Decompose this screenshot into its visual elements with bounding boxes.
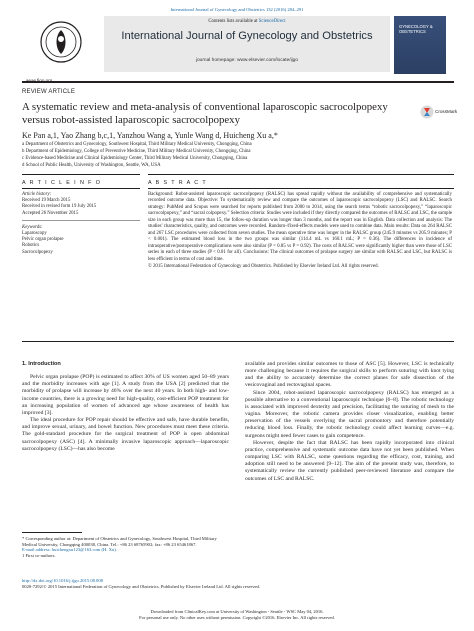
journal-title: International Journal of Gynecology and Obstetrics xyxy=(121,30,373,42)
contents-line xyxy=(104,19,390,24)
history-accepted: Accepted 26 November 2015 xyxy=(22,210,79,216)
crossmark-badge[interactable] xyxy=(420,104,460,120)
footnote-coauthors: 1 First co-authors. xyxy=(22,552,56,558)
abstract-body xyxy=(148,192,452,270)
affiliation-d: d School of Public Health, University of Washington, Seattle, WA, USA xyxy=(22,163,161,168)
affiliation-c: c Evidence-based Medicine and Clinical Epidemiology Center, Third Military Medical University, Chongqing, China xyxy=(22,156,248,161)
article-type: REVIEW ARTICLE xyxy=(22,89,76,95)
footnote-rule xyxy=(22,532,82,533)
history-label: Article history: xyxy=(22,192,52,197)
paragraph: Pelvic organ prolapse (POP) is estimated to affect 30% of US women aged 50–89 years and the morbidity increases with age [1]. A study from the USA [2] predicted that the morbidity of prolapse will increase by 46% over the next 40 years. In both high- and low-income countries, there is a growing need for high-quality, cost-efficient POP treatment for an increasing population of women of advanced age whose awareness of health has improved [3]. xyxy=(22,374,229,416)
doi-block xyxy=(22,578,454,590)
footnotes xyxy=(22,536,229,558)
article-title: A systematic review and meta-analysis of conventional laparoscopic sacrocolpopexy versus robot-assisted laparoscopic sacrocolpopexy xyxy=(22,101,388,126)
figo-logo-icon xyxy=(22,16,100,72)
journal-banner xyxy=(104,16,390,72)
history-received: Received 19 March 2015 xyxy=(22,198,71,204)
keyword: Robotics xyxy=(22,243,40,249)
issn-line: 0020-7292/© 2015 International Federation of Gynecology and Obstetrics. Published by Elsevier Ireland Ltd. All rights reserved. xyxy=(22,583,260,589)
keyword: Pelvic organ prolapse xyxy=(22,237,64,243)
info-separator xyxy=(22,217,140,221)
abstract-bottom-rule xyxy=(22,341,454,342)
paragraph: The ideal procedure for POP repair should be effective and safe, have durable benefits, and improve sexual, urinary, and bowel function. New procedures must meet these criteria. The gold-standard procedure for the surgical treatment of POP is open abdominal sacrocolpopexy (ASC) [4]. A minimally invasive laparoscopic approach—laparoscopic sacrocolpopexy (LSC)—has also become xyxy=(22,417,229,452)
footnote-email[interactable]: E-mail address: huichengxu123@163.com (H. Xu). xyxy=(22,547,117,553)
keywords-label: Keywords: xyxy=(22,224,43,230)
download-line-2: For personal use only. No other uses without permission. Copyright ©2016. Elsevier Inc. All rights reserved. xyxy=(139,615,335,620)
crossmark-label: CrossMark xyxy=(435,109,458,114)
affiliation-b: b Department of Epidemiology, College of Preventive Medicine, Third Military Medical University, Chongqing, China xyxy=(22,149,251,154)
footnote-corresponding: * Corresponding author at: Department of Obstetrics and Gynecology, Southwest Hospital, Third Military Medical University, Chongqing 400038, China. Tel.: +86 23 68765902; fax: +86 23 65461867. xyxy=(22,536,217,547)
cover-title: GYNECOLOGY & OBSTETRICS xyxy=(399,24,433,34)
author-list: Ke Pan a,1, Yao Zhang b,c,1, Yanzhou Wang a, Yunle Wang d, Huicheng Xu a,* xyxy=(22,131,278,140)
header-divider xyxy=(22,81,454,83)
info-sub-rule xyxy=(22,188,140,189)
download-line-1: Downloaded from ClinicalKey.com at University of Washington - Seattle - WSC May 04, 2016. xyxy=(150,609,324,614)
keyword: Laparoscopy xyxy=(22,231,47,237)
abstract-sub-rule xyxy=(148,188,454,189)
keyword: Sacrocolpopexy xyxy=(22,249,53,255)
journal-homepage[interactable]: journal homepage: www.elsevier.com/locate/ijgo xyxy=(195,58,299,63)
journal-header xyxy=(22,16,454,76)
paragraph: Since 2004, robot-assisted laparoscopic sacrocolpopexy (RALSC) has emerged as a possible alternative to a conventional laparoscopic technique [6–8]. The robotic technology is associated with improved dexterity and precision, facilitating the suturing of mesh to the vagina. Moreover, the robotic camera provides closer visualization, enabling better preservation of the vessels overlying the sacral promontory and therefore potentially reducing blood loss. Finally, the robotic technology could affect learning curves—e.g. surgeons might need fewer cases to gain competence. xyxy=(245,389,454,439)
journal-citation: International Journal of Gynecology and Obstetrics 132 (2016) 284–291 xyxy=(170,7,304,12)
info-top-rule xyxy=(22,174,140,175)
abstract-text: Background: Robot-assisted laparoscopic sacrocolpopexy (RALSC) has spread rapidly without the availability of comprehensive and systematically recorded outcome data. Objective: To systematically review and compare the outcomes of laparoscopic sacrocolpopexy (LSC) and RALSC. Search strategy: PubMed and Scopus were searched for reports published from 2000 to 2014, using the search terms “robotic sacrocolpopexy,” “laparoscopic sacrocolpopexy,” and “sacral colpopexy.” Selection criteria: Studies were included if they directly compared the outcomes of RALSC and LSC, the sample size in each group was more than 15, the follow-up duration was longer than 3 months, and the report was in English. Data collection and analysis: The studies' characteristics, quality, and outcomes were recorded. Random-/fixed-effects models were used to combine data. Main results: Data on 264 RALSC and 267 LSC procedures were collected from seven studies. The mean operative time was longer in the RALSC group (245.9 minutes vs 205.9 minutes; P < 0.001). The estimated blood loss in the two groups was similar (114.4 mL vs 160.1 mL; P = 0.36). The differences in incidence of intraoperative/postoperative complications were also similar (P = 0.85 vs P = 0.92). The costs of RALSC were significantly higher than were those of LSC series in each of three studies (P < 0.01 for all). Conclusions: The clinical outcomes of prolapse surgery are similar with RALSC and LSC, but RALSC is less efficient in terms of cost and time. xyxy=(148,192,452,262)
history-revised: Received in revised form 19 July 2015 xyxy=(22,204,97,210)
crossmark-icon xyxy=(420,105,434,119)
body-column-1 xyxy=(22,361,229,453)
paragraph: However, despite the fact that RALSC has been rapidly incorporated into clinical practice, comprehensive and systematic outcome data have not yet been published. When comparing LSC with RALSC, some questions regarding the efficacy, cost, training, and adoption still need to be answered [9–12]. The aim of the present study was, therefore, to systematically review the currently published peer-reviewed literature and compare the outcomes of LSC and RALSC. xyxy=(245,439,454,482)
article-info-heading: A R T I C L E I N F O xyxy=(22,180,102,186)
body-column-2 xyxy=(245,361,454,483)
affiliation-a: a Department of Obstetrics and Gynecology, Southwest Hospital, Third Military Medical University, Chongqing, China xyxy=(22,142,252,147)
abstract-top-rule xyxy=(148,174,454,175)
abstract-copyright: © 2015 International Federation of Gynecology and Obstetrics. Published by Elsevier Ireland Ltd. All rights reserved. xyxy=(148,263,379,269)
sciencedirect-link[interactable]: ScienceDirect xyxy=(258,19,286,24)
doi-link[interactable]: http://dx.doi.org/10.1016/j.ijgo.2015.08.008 xyxy=(22,578,103,583)
section-heading: 1. Introduction xyxy=(22,361,61,367)
abstract-heading: A B S T R A C T xyxy=(148,180,208,186)
download-notice xyxy=(0,609,474,621)
journal-cover xyxy=(394,16,446,74)
article-info xyxy=(22,192,140,256)
paragraph: available and provides similar outcomes to those of ASC [5]. However, LSC is technically more challenging because it requires the surgical skills to perform suturing with knot tying and the ability to accurately determine the correct planes for safe dissection of the vesicovaginal and rectovaginal spaces. xyxy=(245,361,454,389)
contents-prefix: Contents lists available at xyxy=(208,19,259,24)
